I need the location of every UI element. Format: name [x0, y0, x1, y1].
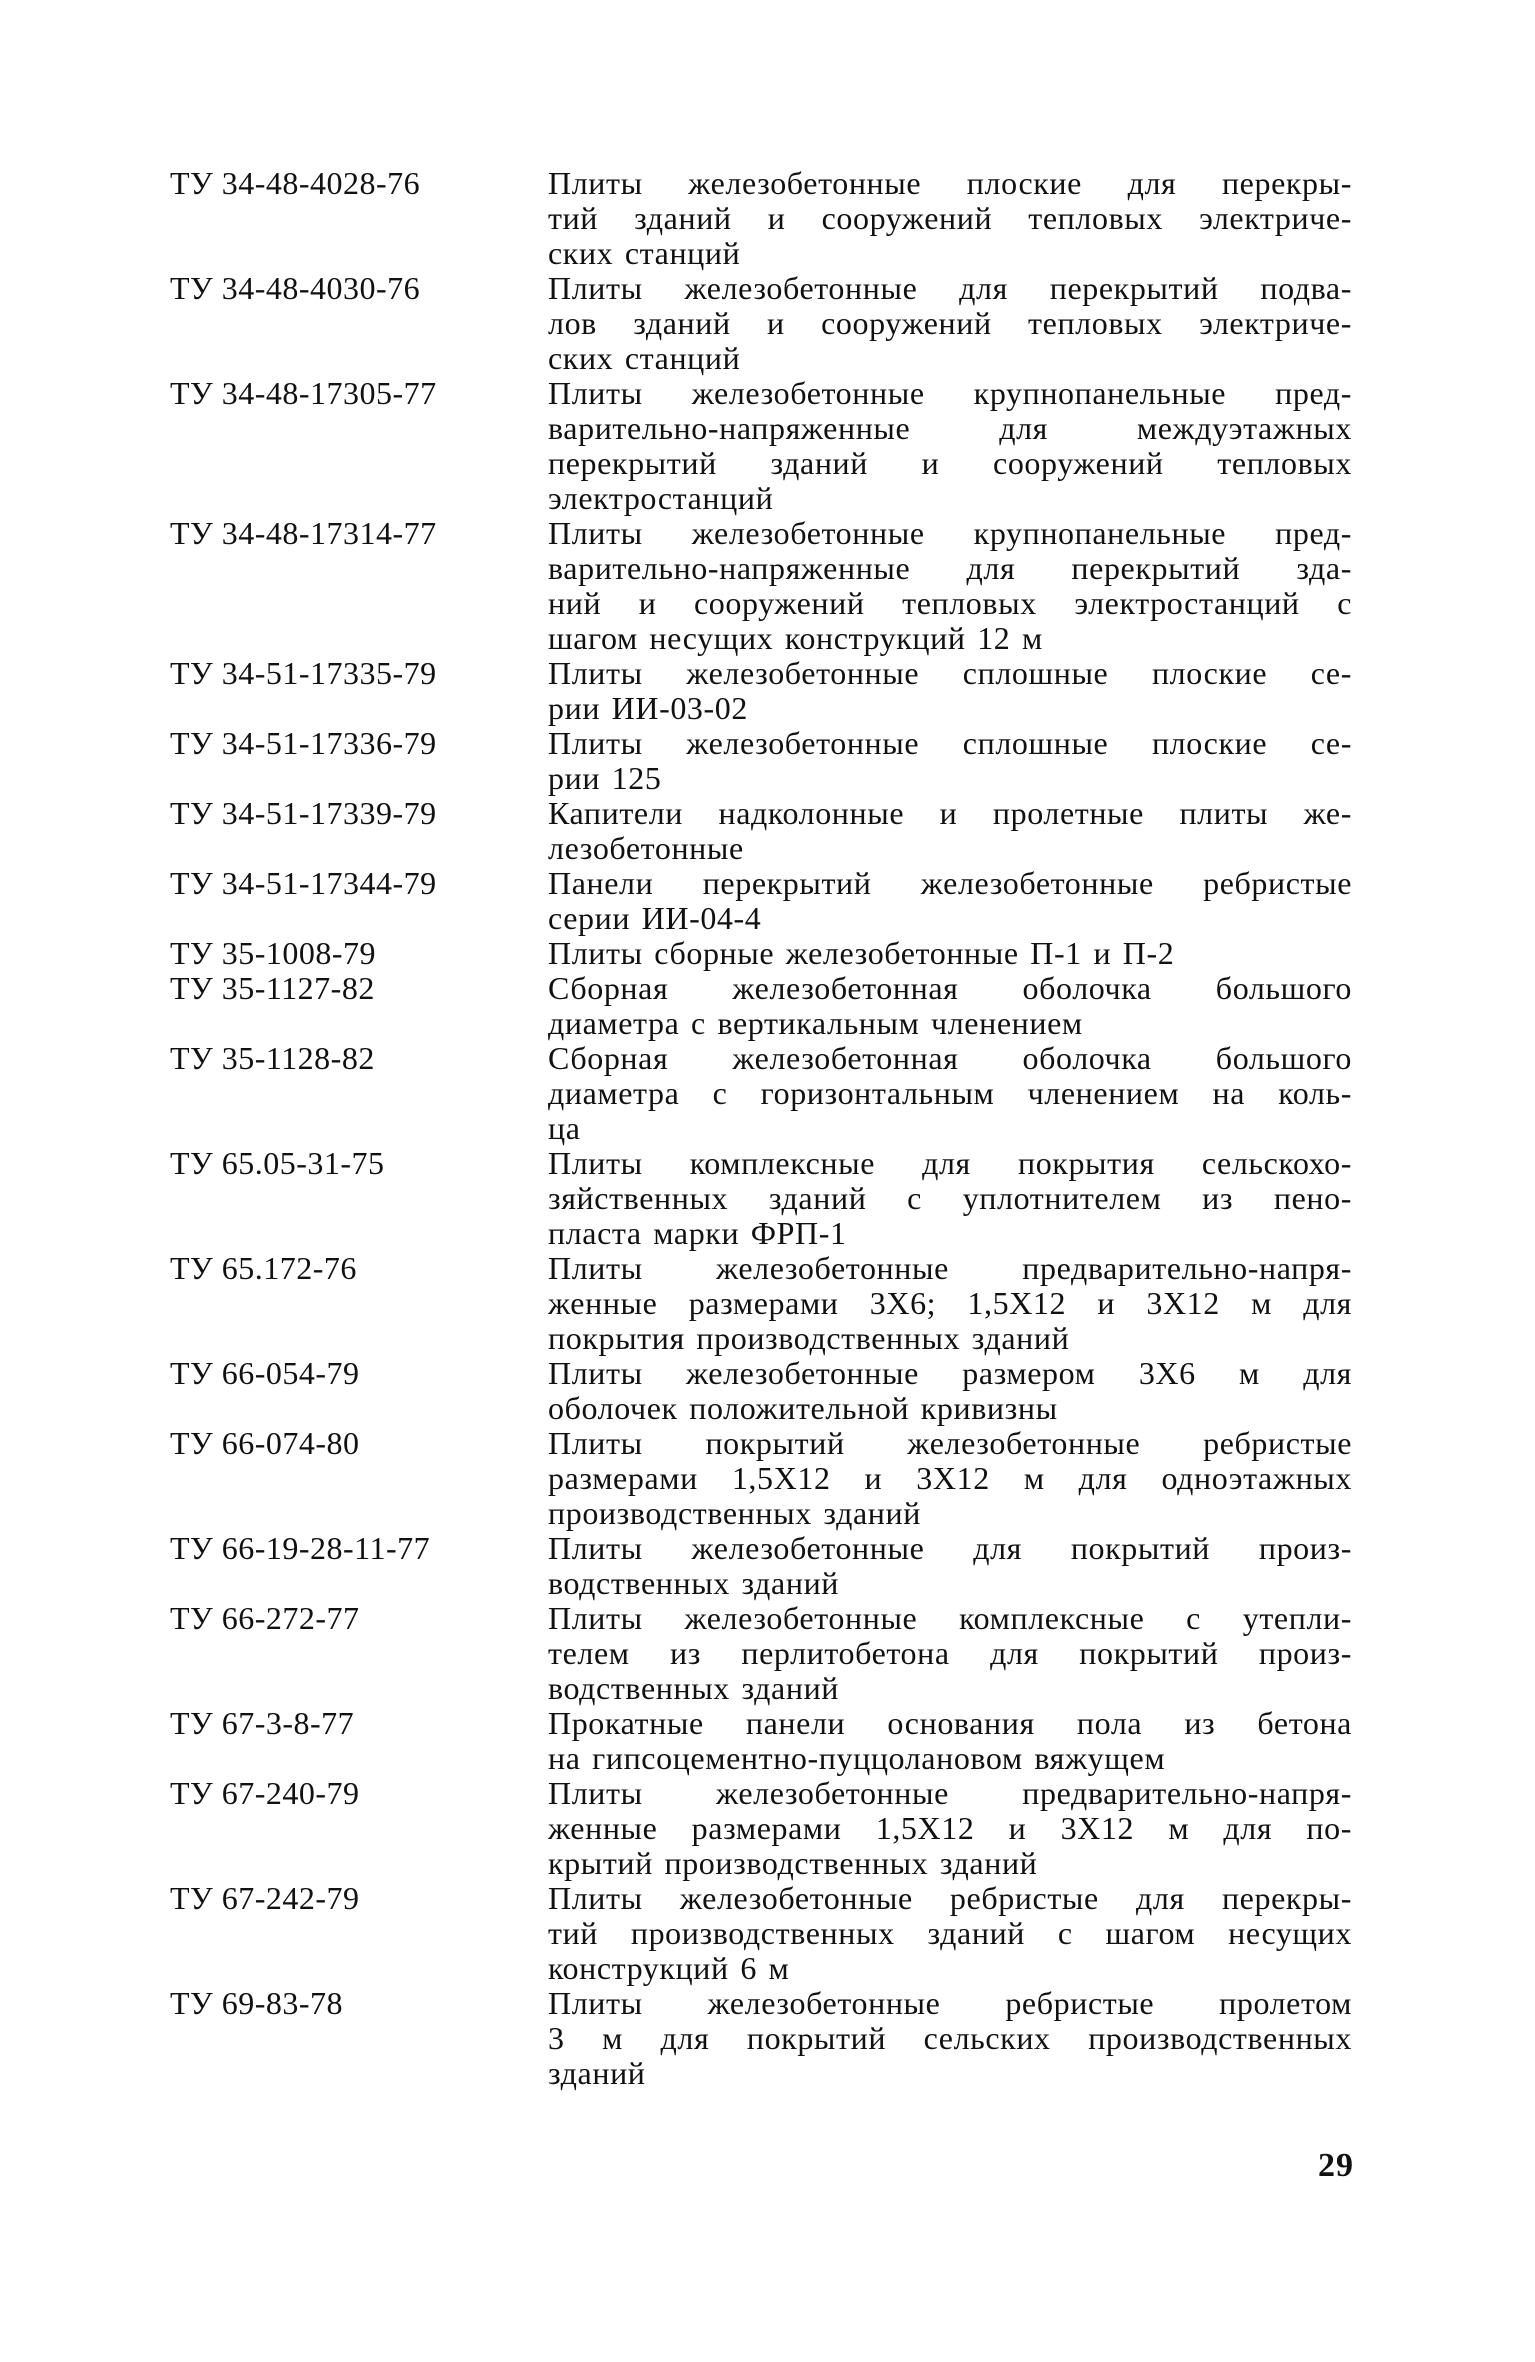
description-line: зданий [548, 2055, 646, 2091]
spec-entry [170, 936, 1370, 971]
spec-code: ТУ 34-51-17344-79 [170, 865, 437, 901]
description-line: Плиты железобетонные плоские для перекры- [548, 165, 1352, 201]
description-line: шагом несущих конструкций 12 м [548, 620, 1043, 656]
description-line: производственных зданий [548, 1495, 921, 1531]
description-line: пласта марки ФРП-1 [548, 1215, 847, 1251]
spec-description [548, 1251, 1352, 1356]
description-line: Плиты железобетонные сплошные плоские се- [548, 655, 1352, 691]
description-line: водственных зданий [548, 1670, 840, 1706]
description-line: Плиты сборные железобетонные П-1 и П-2 [548, 935, 1175, 971]
spec-code: ТУ 34-48-17305-77 [170, 375, 437, 411]
spec-code: ТУ 34-48-17314-77 [170, 515, 437, 551]
description-line: лов зданий и сооружений тепловых электриче- [548, 305, 1352, 341]
spec-code: ТУ 66-074-80 [170, 1425, 360, 1461]
description-line: серии ИИ-04-4 [548, 900, 762, 936]
description-line: 3 м для покрытий сельских производственных [548, 2020, 1352, 2056]
spec-description [548, 971, 1352, 1041]
description-line: тий производственных зданий с шагом несущих [548, 1915, 1352, 1951]
description-line: оболочек положительной кривизны [548, 1390, 1058, 1426]
description-line: на гипсоцементно-пуццолановом вяжущем [548, 1740, 1166, 1776]
description-line: конструкций 6 м [548, 1950, 790, 1986]
spec-code: ТУ 67-242-79 [170, 1880, 360, 1916]
spec-description [548, 376, 1352, 516]
description-line: женные размерами 1,5Х12 и 3Х12 м для по- [548, 1810, 1352, 1846]
description-line: Плиты железобетонные для покрытий произ- [548, 1530, 1352, 1566]
spec-description [548, 271, 1352, 376]
description-line: Плиты железобетонные крупнопанельные пред- [548, 375, 1352, 411]
spec-entry [170, 516, 1370, 656]
description-line: телем из перлитобетона для покрытий произ- [548, 1635, 1352, 1671]
spec-code: ТУ 35-1127-82 [170, 970, 375, 1006]
description-line: Плиты комплексные для покрытия сельскохо- [548, 1145, 1352, 1181]
spec-description [548, 726, 1352, 796]
spec-description [548, 1146, 1352, 1251]
spec-description [548, 1356, 1352, 1426]
spec-code: ТУ 67-240-79 [170, 1775, 360, 1811]
spec-entry [170, 1986, 1370, 2091]
specification-list [170, 166, 1370, 2091]
description-line: ских станций [548, 340, 741, 376]
spec-description [548, 656, 1352, 726]
description-line: диаметра с вертикальным членением [548, 1005, 1083, 1041]
description-line: размерами 1,5Х12 и 3Х12 м для одноэтажных [548, 1460, 1352, 1496]
spec-code: ТУ 34-51-17336-79 [170, 725, 437, 761]
spec-description [548, 166, 1352, 271]
spec-code: ТУ 34-48-4028-76 [170, 165, 421, 201]
spec-code: ТУ 69-83-78 [170, 1985, 344, 2021]
spec-description [548, 936, 1352, 971]
spec-code: ТУ 35-1008-79 [170, 935, 377, 971]
spec-code: ТУ 34-48-4030-76 [170, 270, 421, 306]
description-line: варительно-напряженные для перекрытий зда- [548, 550, 1352, 586]
spec-entry [170, 376, 1370, 516]
spec-entry [170, 1251, 1370, 1356]
description-line: Сборная железобетонная оболочка большого [548, 1040, 1352, 1076]
spec-description [548, 866, 1352, 936]
spec-code: ТУ 35-1128-82 [170, 1040, 375, 1076]
description-line: Плиты железобетонные сплошные плоские се- [548, 725, 1352, 761]
description-line: зяйственных зданий с уплотнителем из пено- [548, 1180, 1352, 1216]
description-line: диаметра с горизонтальным членением на коль- [548, 1075, 1352, 1111]
spec-code: ТУ 34-51-17339-79 [170, 795, 437, 831]
description-line: варительно-напряженные для междуэтажных [548, 410, 1352, 446]
description-line: Плиты железобетонные предварительно-напря- [548, 1250, 1352, 1286]
spec-entry [170, 271, 1370, 376]
description-line: Плиты железобетонные ребристые для перекры- [548, 1880, 1352, 1916]
spec-entry [170, 1146, 1370, 1251]
spec-entry [170, 1426, 1370, 1531]
description-line: Плиты железобетонные ребристые пролетом [548, 1985, 1352, 2021]
spec-code: ТУ 66-054-79 [170, 1355, 360, 1391]
description-line: тий зданий и сооружений тепловых электриче- [548, 200, 1352, 236]
description-line: Капители надколонные и пролетные плиты же- [548, 795, 1352, 831]
spec-entry [170, 166, 1370, 271]
description-line: ний и сооружений тепловых электростанций с [548, 585, 1352, 621]
description-line: Сборная железобетонная оболочка большого [548, 970, 1352, 1006]
spec-entry [170, 866, 1370, 936]
spec-description [548, 1706, 1352, 1776]
description-line: перекрытий зданий и сооружений тепловых [548, 445, 1352, 481]
spec-entry [170, 1356, 1370, 1426]
spec-code: ТУ 66-272-77 [170, 1600, 360, 1636]
description-line: Панели перекрытий железобетонные ребристые [548, 865, 1352, 901]
description-line: Прокатные панели основания пола из бетона [548, 1705, 1352, 1741]
spec-code: ТУ 34-51-17335-79 [170, 655, 437, 691]
spec-description [548, 1531, 1352, 1601]
description-line: Плиты покрытий железобетонные ребристые [548, 1425, 1352, 1461]
spec-code: ТУ 65.172-76 [170, 1250, 357, 1286]
description-line: рии ИИ-03-02 [548, 690, 748, 726]
spec-code: ТУ 65.05-31-75 [170, 1145, 385, 1181]
description-line: Плиты железобетонные для перекрытий подва- [548, 270, 1352, 306]
description-line: Плиты железобетонные размером 3Х6 м для [548, 1355, 1352, 1391]
description-line: ца [548, 1110, 581, 1146]
description-line: Плиты железобетонные комплексные с утепли- [548, 1600, 1352, 1636]
spec-code: ТУ 67-3-8-77 [170, 1705, 355, 1741]
spec-description [548, 796, 1352, 866]
description-line: водственных зданий [548, 1565, 840, 1601]
spec-description [548, 1776, 1352, 1881]
spec-description [548, 1986, 1352, 2091]
spec-entry [170, 726, 1370, 796]
page-number: 29 [1318, 2147, 1354, 2184]
description-line: женные размерами 3Х6; 1,5Х12 и 3Х12 м для [548, 1285, 1352, 1321]
spec-entry [170, 1531, 1370, 1601]
description-line: электростанций [548, 480, 774, 516]
spec-entry [170, 796, 1370, 866]
description-line: Плиты железобетонные крупнопанельные пред- [548, 515, 1352, 551]
spec-entry [170, 1041, 1370, 1146]
spec-entry [170, 971, 1370, 1041]
spec-code: ТУ 66-19-28-11-77 [170, 1530, 431, 1566]
description-line: Плиты железобетонные предварительно-напря- [548, 1775, 1352, 1811]
description-line: рии 125 [548, 760, 662, 796]
spec-entry [170, 656, 1370, 726]
description-line: ских станций [548, 235, 741, 271]
spec-entry [170, 1601, 1370, 1706]
description-line: покрытия производственных зданий [548, 1320, 1070, 1356]
spec-description [548, 1601, 1352, 1706]
spec-entry [170, 1706, 1370, 1776]
spec-description [548, 1426, 1352, 1531]
spec-entry [170, 1881, 1370, 1986]
spec-description [548, 516, 1352, 656]
spec-entry [170, 1776, 1370, 1881]
spec-description [548, 1881, 1352, 1986]
description-line: крытий производственных зданий [548, 1845, 1038, 1881]
description-line: лезобетонные [548, 830, 744, 866]
spec-description [548, 1041, 1352, 1146]
